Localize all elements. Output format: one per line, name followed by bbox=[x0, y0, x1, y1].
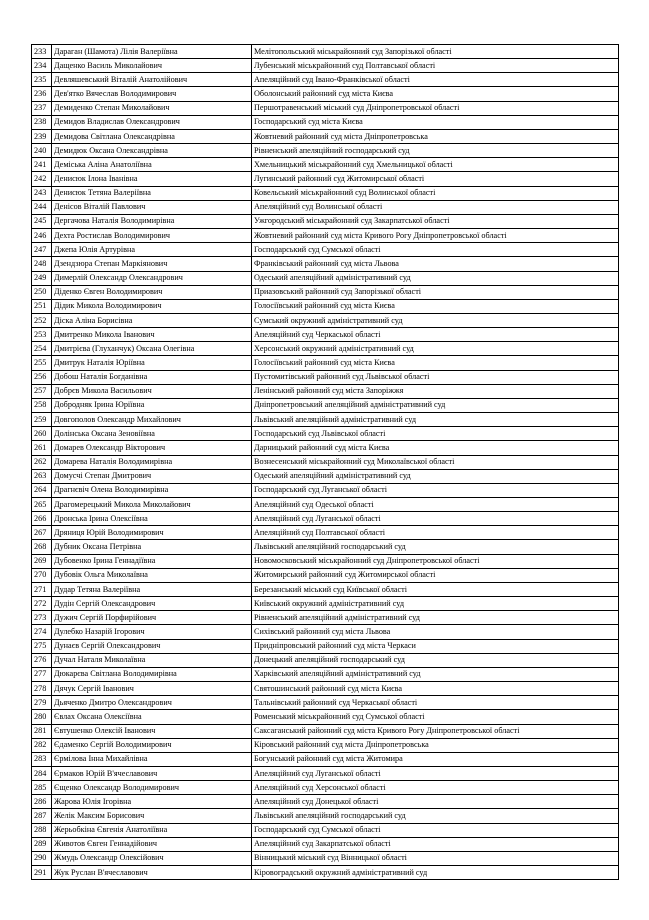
judge-name: Жмудь Олександр Олексійович bbox=[52, 851, 252, 865]
judge-name: Добош Наталія Богданівна bbox=[52, 370, 252, 384]
table-row bbox=[32, 243, 619, 257]
row-number: 272 bbox=[32, 597, 52, 611]
judge-name: Дмитрук Наталія Юріївна bbox=[52, 356, 252, 370]
judge-name: Єрмаков Юрій В'ячеславович bbox=[52, 766, 252, 780]
court-name: Господарський суд Сумської області bbox=[252, 243, 619, 257]
row-number: 291 bbox=[32, 866, 52, 880]
row-number: 245 bbox=[32, 214, 52, 228]
court-name: Лугинський районний суд Житомирської області bbox=[252, 172, 619, 186]
court-name: Березанський міський суд Київської області bbox=[252, 582, 619, 596]
table-body bbox=[32, 45, 619, 880]
judge-name: Дячук Сергій Іванович bbox=[52, 682, 252, 696]
table-row bbox=[32, 257, 619, 271]
row-number: 237 bbox=[32, 101, 52, 115]
table-row bbox=[32, 682, 619, 696]
court-name: Апеляційний суд Херсонської області bbox=[252, 781, 619, 795]
judge-name: Добрєв Микола Васильович bbox=[52, 384, 252, 398]
table-row bbox=[32, 823, 619, 837]
court-name: Першотравенський міський суд Дніпропетровської області bbox=[252, 101, 619, 115]
court-name: Оболонський районний суд міста Києва bbox=[252, 87, 619, 101]
judge-name: Дучал Наталя Миколаївна bbox=[52, 653, 252, 667]
court-name: Пустомитівський районний суд Львівської області bbox=[252, 370, 619, 384]
table-row bbox=[32, 653, 619, 667]
table-row bbox=[32, 299, 619, 313]
row-number: 287 bbox=[32, 809, 52, 823]
row-number: 258 bbox=[32, 398, 52, 412]
court-name: Київський окружний адміністративний суд bbox=[252, 597, 619, 611]
court-name: Франківський районний суд міста Львова bbox=[252, 257, 619, 271]
court-name: Хмельницький міськрайонний суд Хмельницької області bbox=[252, 158, 619, 172]
court-name: Жовтневий районний суд міста Дніпропетровська bbox=[252, 129, 619, 143]
court-name: Одеський апеляційний адміністративний суд bbox=[252, 469, 619, 483]
table-row bbox=[32, 200, 619, 214]
judge-name: Дідик Микола Володимирович bbox=[52, 299, 252, 313]
table-row bbox=[32, 158, 619, 172]
table-row bbox=[32, 115, 619, 129]
row-number: 248 bbox=[32, 257, 52, 271]
row-number: 275 bbox=[32, 639, 52, 653]
court-name: Апеляційний суд Полтавської області bbox=[252, 526, 619, 540]
court-name: Кіровський районний суд міста Дніпропетровська bbox=[252, 738, 619, 752]
row-number: 283 bbox=[32, 752, 52, 766]
judge-name: Желік Максим Борисович bbox=[52, 809, 252, 823]
table-row bbox=[32, 87, 619, 101]
table-row bbox=[32, 540, 619, 554]
row-number: 238 bbox=[32, 115, 52, 129]
judges-table bbox=[31, 44, 619, 880]
judge-name: Долінська Оксана Зеновіївна bbox=[52, 427, 252, 441]
table-row bbox=[32, 455, 619, 469]
row-number: 264 bbox=[32, 483, 52, 497]
table-row bbox=[32, 512, 619, 526]
judge-name: Денісов Віталій Павлович bbox=[52, 200, 252, 214]
row-number: 262 bbox=[32, 455, 52, 469]
judge-name: Дехта Ростислав Володимирович bbox=[52, 229, 252, 243]
row-number: 246 bbox=[32, 229, 52, 243]
court-name: Святошинський районний суд міста Києва bbox=[252, 682, 619, 696]
judge-name: Димерлій Олександр Олександрович bbox=[52, 271, 252, 285]
judge-name: Дащенко Василь Миколайович bbox=[52, 59, 252, 73]
judge-name: Дараган (Шамота) Лілія Валеріївна bbox=[52, 45, 252, 59]
table-row bbox=[32, 738, 619, 752]
table-row bbox=[32, 851, 619, 865]
row-number: 286 bbox=[32, 795, 52, 809]
court-name: Донецький апеляційний господарський суд bbox=[252, 653, 619, 667]
court-name: Апеляційний суд Луганської області bbox=[252, 512, 619, 526]
judge-name: Драгнєвіч Олена Володимирівна bbox=[52, 483, 252, 497]
row-number: 280 bbox=[32, 710, 52, 724]
judge-name: Дюкарєва Світлана Володимирівна bbox=[52, 667, 252, 681]
court-name: Рівненський апеляційний господарський суд bbox=[252, 144, 619, 158]
judge-name: Дмитренко Микола Іванович bbox=[52, 328, 252, 342]
table-row bbox=[32, 214, 619, 228]
judge-name: Дзендзюра Степан Маркіянович bbox=[52, 257, 252, 271]
judge-name: Демидюк Оксана Олександрівна bbox=[52, 144, 252, 158]
table-row bbox=[32, 328, 619, 342]
judge-name: Дмитрієва (Глуханчук) Оксана Олегівна bbox=[52, 342, 252, 356]
row-number: 274 bbox=[32, 625, 52, 639]
table-row bbox=[32, 795, 619, 809]
table-row bbox=[32, 229, 619, 243]
table-row bbox=[32, 568, 619, 582]
row-number: 239 bbox=[32, 129, 52, 143]
judge-name: Денисюк Ілона Іванівна bbox=[52, 172, 252, 186]
judge-name: Довгополов Олександр Михайлович bbox=[52, 413, 252, 427]
row-number: 285 bbox=[32, 781, 52, 795]
row-number: 271 bbox=[32, 582, 52, 596]
table-row bbox=[32, 809, 619, 823]
judge-name: Жарова Юлія Ігорівна bbox=[52, 795, 252, 809]
judge-name: Жук Руслан В'ячеславович bbox=[52, 866, 252, 880]
table-row bbox=[32, 866, 619, 880]
judge-name: Демиденко Степан Миколайович bbox=[52, 101, 252, 115]
court-name: Херсонський окружний адміністративний суд bbox=[252, 342, 619, 356]
judge-name: Демидов Владислав Олександрович bbox=[52, 115, 252, 129]
judge-name: Єщенко Олександр Володимирович bbox=[52, 781, 252, 795]
court-name: Тальнівський районний суд Черкаської області bbox=[252, 696, 619, 710]
table-row bbox=[32, 611, 619, 625]
table-row bbox=[32, 384, 619, 398]
court-name: Голосіївський районний суд міста Києва bbox=[252, 356, 619, 370]
court-name: Вінницький міський суд Вінницької області bbox=[252, 851, 619, 865]
judge-name: Деміська Аліна Анатоліївна bbox=[52, 158, 252, 172]
court-name: Львівський апеляційний господарський суд bbox=[252, 809, 619, 823]
judge-name: Драгомерецький Микола Миколайович bbox=[52, 498, 252, 512]
table-row bbox=[32, 356, 619, 370]
court-name: Дарницький районний суд міста Києва bbox=[252, 441, 619, 455]
row-number: 244 bbox=[32, 200, 52, 214]
judge-name: Діденко Євген Володимирович bbox=[52, 285, 252, 299]
row-number: 270 bbox=[32, 568, 52, 582]
row-number: 273 bbox=[32, 611, 52, 625]
court-name: Апеляційний суд Черкаської області bbox=[252, 328, 619, 342]
row-number: 234 bbox=[32, 59, 52, 73]
row-number: 290 bbox=[32, 851, 52, 865]
row-number: 278 bbox=[32, 682, 52, 696]
row-number: 236 bbox=[32, 87, 52, 101]
row-number: 268 bbox=[32, 540, 52, 554]
court-name: Приазовський районний суд Запорізької області bbox=[252, 285, 619, 299]
judge-name: Добродняк Ірина Юріївна bbox=[52, 398, 252, 412]
table-row bbox=[32, 498, 619, 512]
table-row bbox=[32, 342, 619, 356]
table-row bbox=[32, 172, 619, 186]
row-number: 242 bbox=[32, 172, 52, 186]
row-number: 269 bbox=[32, 554, 52, 568]
court-name: Ковельський міськрайонний суд Волинської області bbox=[252, 186, 619, 200]
court-name: Львівський апеляційний господарський суд bbox=[252, 540, 619, 554]
row-number: 254 bbox=[32, 342, 52, 356]
judge-name: Дубовенко Ірина Геннадіївна bbox=[52, 554, 252, 568]
court-name: Вознесенський міськрайонний суд Миколаївської області bbox=[252, 455, 619, 469]
row-number: 263 bbox=[32, 469, 52, 483]
row-number: 233 bbox=[32, 45, 52, 59]
row-number: 250 bbox=[32, 285, 52, 299]
row-number: 240 bbox=[32, 144, 52, 158]
judge-name: Дулебко Назарій Ігорович bbox=[52, 625, 252, 639]
judge-name: Дунаєв Сергій Олександрович bbox=[52, 639, 252, 653]
judge-name: Животов Євген Геннадійович bbox=[52, 837, 252, 851]
row-number: 241 bbox=[32, 158, 52, 172]
court-name: Господарський суд Луганської області bbox=[252, 483, 619, 497]
table-row bbox=[32, 129, 619, 143]
table-row bbox=[32, 724, 619, 738]
table-row bbox=[32, 73, 619, 87]
table-row bbox=[32, 625, 619, 639]
judge-name: Дев'ятко Вячеслав Володимирович bbox=[52, 87, 252, 101]
court-name: Господарський суд міста Києва bbox=[252, 115, 619, 129]
court-name: Ужгородський міськрайонний суд Закарпатської області bbox=[252, 214, 619, 228]
row-number: 267 bbox=[32, 526, 52, 540]
row-number: 252 bbox=[32, 313, 52, 327]
court-name: Апеляційний суд Донецької області bbox=[252, 795, 619, 809]
court-name: Апеляційний суд Луганської області bbox=[252, 766, 619, 780]
court-name: Жовтневий районний суд міста Кривого Рогу Дніпропетровської області bbox=[252, 229, 619, 243]
row-number: 279 bbox=[32, 696, 52, 710]
court-name: Сихівський районний суд міста Львова bbox=[252, 625, 619, 639]
judge-name: Домусчі Степан Дмитрович bbox=[52, 469, 252, 483]
row-number: 249 bbox=[32, 271, 52, 285]
court-name: Рівненський апеляційний адміністративний суд bbox=[252, 611, 619, 625]
court-name: Сумський окружний адміністративний суд bbox=[252, 313, 619, 327]
row-number: 253 bbox=[32, 328, 52, 342]
table-row bbox=[32, 313, 619, 327]
row-number: 259 bbox=[32, 413, 52, 427]
table-row bbox=[32, 483, 619, 497]
table-row bbox=[32, 413, 619, 427]
row-number: 277 bbox=[32, 667, 52, 681]
judge-name: Єрмілова Інна Михайлівна bbox=[52, 752, 252, 766]
court-name: Харківський апеляційний адміністративний суд bbox=[252, 667, 619, 681]
table-row bbox=[32, 582, 619, 596]
row-number: 257 bbox=[32, 384, 52, 398]
court-name: Голосіївський районний суд міста Києва bbox=[252, 299, 619, 313]
judge-name: Жерьобкіна Євгенія Анатоліївна bbox=[52, 823, 252, 837]
table-row bbox=[32, 370, 619, 384]
judge-name: Демидова Світлана Олександрівна bbox=[52, 129, 252, 143]
court-name: Апеляційний суд Закарпатської області bbox=[252, 837, 619, 851]
court-name: Саксаганський районний суд міста Кривого Рогу Дніпропетровської області bbox=[252, 724, 619, 738]
row-number: 276 bbox=[32, 653, 52, 667]
table-row bbox=[32, 144, 619, 158]
court-name: Новомосковський міськрайонний суд Дніпропетровської області bbox=[252, 554, 619, 568]
judge-name: Джепа Юлія Артурівна bbox=[52, 243, 252, 257]
table-row bbox=[32, 752, 619, 766]
row-number: 261 bbox=[32, 441, 52, 455]
court-name: Дніпропетровський апеляційний адміністративний суд bbox=[252, 398, 619, 412]
court-name: Житомирський районний суд Житомирської області bbox=[252, 568, 619, 582]
row-number: 243 bbox=[32, 186, 52, 200]
court-name: Лубенський міськрайонний суд Полтавської області bbox=[252, 59, 619, 73]
table-row bbox=[32, 59, 619, 73]
row-number: 284 bbox=[32, 766, 52, 780]
table-row bbox=[32, 667, 619, 681]
judge-name: Дужич Сергій Порфирійович bbox=[52, 611, 252, 625]
row-number: 247 bbox=[32, 243, 52, 257]
row-number: 260 bbox=[32, 427, 52, 441]
row-number: 256 bbox=[32, 370, 52, 384]
row-number: 235 bbox=[32, 73, 52, 87]
table-row bbox=[32, 639, 619, 653]
judge-name: Дудін Сергій Олександрович bbox=[52, 597, 252, 611]
judge-name: Дьяченко Дмитро Олександрович bbox=[52, 696, 252, 710]
court-name: Господарський суд Львівської області bbox=[252, 427, 619, 441]
judge-name: Євлах Оксана Олексіївна bbox=[52, 710, 252, 724]
table-row bbox=[32, 469, 619, 483]
judge-name: Дронська Ірина Олексіївна bbox=[52, 512, 252, 526]
table-row bbox=[32, 597, 619, 611]
table-row bbox=[32, 441, 619, 455]
judge-name: Дудар Тетяна Валеріївна bbox=[52, 582, 252, 596]
table-row bbox=[32, 271, 619, 285]
court-name: Господарський суд Сумської області bbox=[252, 823, 619, 837]
court-name: Ленінський районний суд міста Запоріжжя bbox=[252, 384, 619, 398]
table-row bbox=[32, 526, 619, 540]
table-row bbox=[32, 766, 619, 780]
row-number: 266 bbox=[32, 512, 52, 526]
court-name: Апеляційний суд Івано-Франківської області bbox=[252, 73, 619, 87]
judge-name: Дубовік Ольга Миколаївна bbox=[52, 568, 252, 582]
court-name: Львівський апеляційний адміністративний суд bbox=[252, 413, 619, 427]
row-number: 289 bbox=[32, 837, 52, 851]
table-row bbox=[32, 398, 619, 412]
table-row bbox=[32, 781, 619, 795]
court-name: Кіровоградський окружний адміністративний суд bbox=[252, 866, 619, 880]
row-number: 281 bbox=[32, 724, 52, 738]
row-number: 288 bbox=[32, 823, 52, 837]
judge-name: Домарев Олександр Вікторович bbox=[52, 441, 252, 455]
court-name: Богунський районний суд міста Житомира bbox=[252, 752, 619, 766]
judge-name: Євтушенко Олексій Іванович bbox=[52, 724, 252, 738]
judge-name: Дряниця Юрій Володимирович bbox=[52, 526, 252, 540]
table-row bbox=[32, 101, 619, 115]
court-name: Апеляційний суд Волинської області bbox=[252, 200, 619, 214]
court-name: Апеляційний суд Одеської області bbox=[252, 498, 619, 512]
court-name: Одеський апеляційний адміністративний суд bbox=[252, 271, 619, 285]
row-number: 251 bbox=[32, 299, 52, 313]
table-row bbox=[32, 427, 619, 441]
court-name: Придніпровський районний суд міста Черкаси bbox=[252, 639, 619, 653]
court-name: Роменський міськрайонний суд Сумської області bbox=[252, 710, 619, 724]
row-number: 265 bbox=[32, 498, 52, 512]
table-row bbox=[32, 45, 619, 59]
table-row bbox=[32, 837, 619, 851]
judge-name: Дубник Оксана Петрівна bbox=[52, 540, 252, 554]
court-name: Мелітопольський міськрайонний суд Запорізької області bbox=[252, 45, 619, 59]
table-row bbox=[32, 554, 619, 568]
judge-name: Єдаменко Сергій Володимирович bbox=[52, 738, 252, 752]
row-number: 255 bbox=[32, 356, 52, 370]
table-row bbox=[32, 285, 619, 299]
judge-name: Діска Аліна Борисівна bbox=[52, 313, 252, 327]
judge-name: Домарева Наталія Володимирівна bbox=[52, 455, 252, 469]
judge-name: Денисюк Тетяна Валеріївна bbox=[52, 186, 252, 200]
table-row bbox=[32, 710, 619, 724]
table-row bbox=[32, 696, 619, 710]
judge-name: Девляшевський Віталій Анатолійович bbox=[52, 73, 252, 87]
row-number: 282 bbox=[32, 738, 52, 752]
table-row bbox=[32, 186, 619, 200]
judge-name: Дергачова Наталія Володимирівна bbox=[52, 214, 252, 228]
